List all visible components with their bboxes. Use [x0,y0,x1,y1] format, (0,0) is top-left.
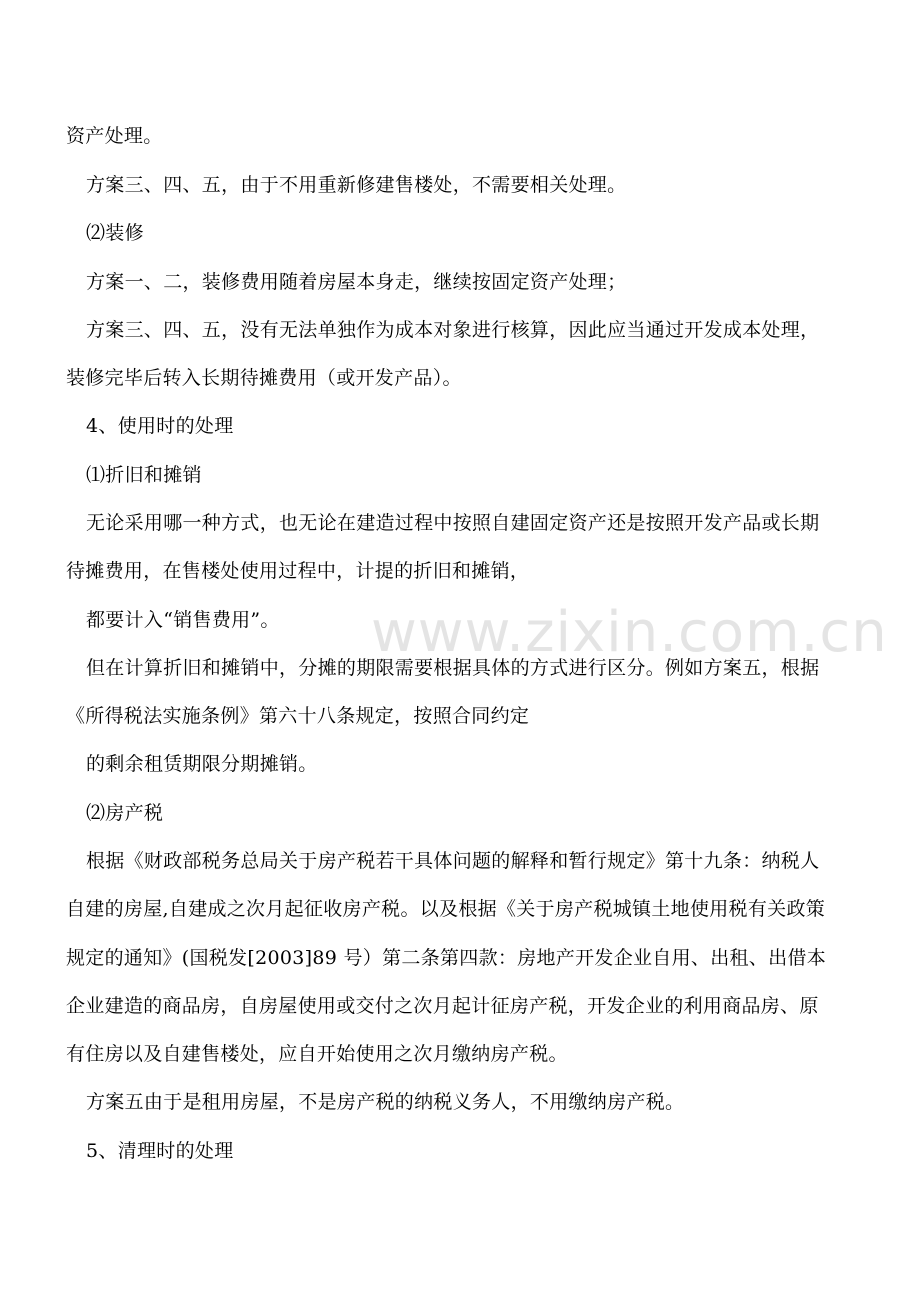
section-heading: ⑵装修 [86,222,144,244]
text-line: 但在计算折旧和摊销中，分摊的期限需要根据具体的方式进行区分。例如方案五，根据 [86,657,820,679]
text-line: 有住房以及自建售楼处，应自开始使用之次月缴纳房产税。 [66,1043,568,1065]
text-line: 方案三、四、五，没有无法单独作为成本对象进行核算，因此应当通过开发成本处理， [86,319,820,341]
text-line: 方案三、四、五，由于不用重新修建售楼处，不需要相关处理。 [86,174,627,196]
text-line: 无论采用哪一种方式，也无论在建造过程中按照自建固定资产还是按照开发产品或长期 [86,512,820,534]
text-line: 都要计入“销售费用”。 [86,609,280,631]
text-line: 方案五由于是租用房屋，不是房产税的纳税义务人，不用缴纳房产税。 [86,1091,685,1113]
watermark: www.zixin.com.cn [371,600,888,665]
text-line: 资产处理。 [66,125,163,147]
section-heading: 4、使用时的处理 [86,415,234,437]
text-line: 的剩余租赁期限分期摊销。 [86,753,318,775]
text-line: 待摊费用，在售楼处使用过程中，计提的折旧和摊销， [66,560,530,582]
text-line: 根据《财政部税务总局关于房产税若干具体问题的解释和暂行规定》第十九条：纳税人 [86,850,820,872]
section-heading: ⑴折旧和摊销 [86,464,202,486]
text-line: 企业建造的商品房，自房屋使用或交付之次月起计征房产税，开发企业的利用商品房、原 [66,995,819,1017]
section-heading: 5、清理时的处理 [86,1140,234,1162]
text-line: 《所得税法实施条例》第六十八条规定，按照合同约定 [66,705,530,727]
section-heading: ⑵房产税 [86,802,164,824]
text-line: 自建的房屋,自建成之次月起征收房产税。以及根据《关于房产税城镇土地使用税有关政策 [66,898,826,920]
text-line: 规定的通知》(国税发[2003]89 号）第二条第四款：房地产开发企业自用、出租、出借本 [66,947,827,969]
text-line: 方案一、二，装修费用随着房屋本身走，继续按固定资产处理； [86,271,627,293]
text-line: 装修完毕后转入长期待摊费用（或开发产品）。 [66,367,462,389]
